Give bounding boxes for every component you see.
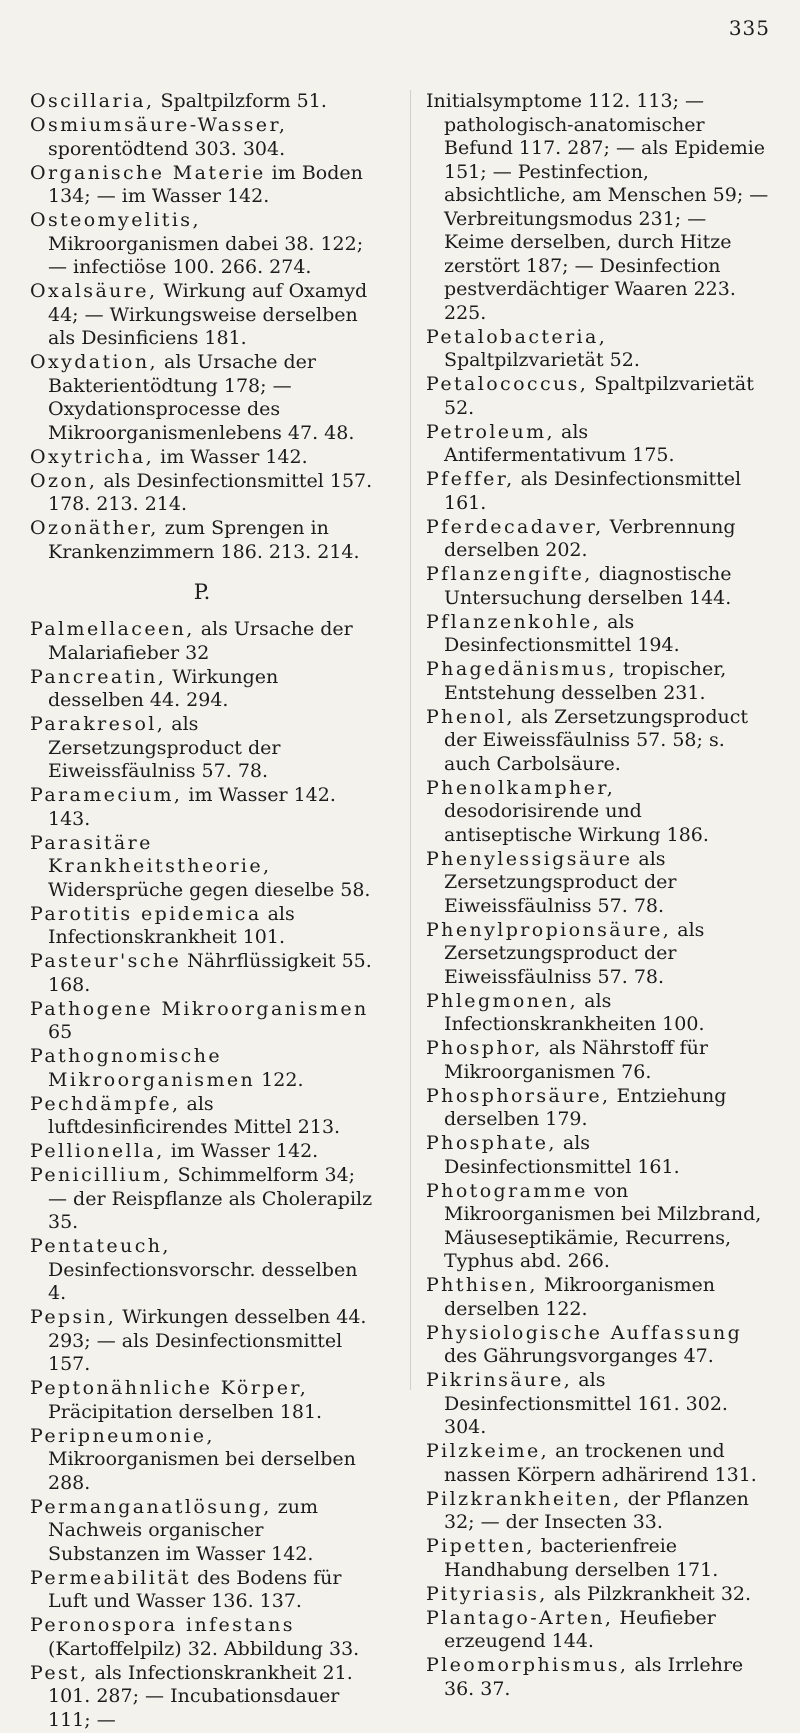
index-references: als Zersetzungsproduct der Eiweissfäulniss 57. 78. xyxy=(48,713,281,782)
index-entry xyxy=(30,1425,374,1496)
index-entry xyxy=(426,516,770,563)
index-entry xyxy=(30,470,374,517)
index-entry xyxy=(426,1180,770,1274)
index-term: Ozon, xyxy=(30,469,98,492)
index-term: Oxydation, xyxy=(30,351,158,373)
index-entry xyxy=(426,1607,770,1654)
index-term: Plantago-Arten, xyxy=(426,1606,614,1629)
index-references: Spaltpilzvarietät 52. xyxy=(444,349,640,371)
index-references: Desinfectionsvorschr. desselben 4. xyxy=(48,1258,358,1304)
index-entry xyxy=(426,421,770,468)
index-term: Phenolkampher, xyxy=(426,776,616,799)
index-entry xyxy=(426,468,770,515)
index-term: Peptonähnliche Körper, xyxy=(30,1377,309,1399)
index-references: als Ursache der Bakterientödtung 178; — Oxydationsprocesse des Mikroorganismenlebens 47. 48. xyxy=(48,351,355,444)
index-entry xyxy=(30,351,374,445)
index-term: Phenylessigsäure xyxy=(426,847,633,870)
index-references: an trockenen und nassen Körpern adhärirend 131. xyxy=(444,1440,757,1486)
index-entry xyxy=(30,618,374,665)
index-references: Verbrennung derselben 202. xyxy=(444,515,736,561)
index-entry xyxy=(30,666,374,713)
index-entry xyxy=(30,517,374,564)
index-references: im Wasser 142. 143. xyxy=(48,784,336,830)
index-entry xyxy=(30,1614,374,1661)
index-references: als Pilzkrankheit 32. xyxy=(547,1582,752,1605)
index-term: Pipetten, xyxy=(426,1535,535,1557)
index-entry xyxy=(30,446,374,470)
index-references: 122. xyxy=(255,1068,304,1091)
index-entry xyxy=(426,1369,770,1440)
index-entry xyxy=(30,1662,374,1733)
section-letter-p: P. xyxy=(193,580,211,604)
index-term: Oxalsäure, xyxy=(30,280,158,302)
index-term: Pilzkrankheiten, xyxy=(426,1487,622,1510)
index-group-p-continued xyxy=(426,90,770,1701)
index-references: Wirkung auf Oxamyd 44; — Wirkungsweise derselben als Desinficiens 181. xyxy=(48,280,368,349)
index-term: Pancreatin, xyxy=(30,665,167,688)
index-entry xyxy=(30,998,374,1045)
index-references: als Desinfectionsmittel 157. 178. 213. 214. xyxy=(48,469,373,515)
index-entry xyxy=(426,777,770,848)
index-term: Pepsin, xyxy=(30,1306,117,1328)
index-entry xyxy=(30,1377,374,1424)
index-term: Pilzkeime, xyxy=(426,1440,550,1462)
index-references: als Desinfectionsmittel 161. xyxy=(444,468,742,514)
index-term: Pityriasis, xyxy=(426,1582,548,1605)
index-entry xyxy=(30,832,374,903)
index-term: Phosphor, xyxy=(426,1037,543,1059)
index-term: Osteomyelitis, xyxy=(30,209,201,231)
index-term: Pflanzengifte, xyxy=(426,563,593,585)
index-term: Pfeffer, xyxy=(426,468,515,490)
index-term: Peripneumonie, xyxy=(30,1424,215,1447)
index-references: im Boden 134; — im Wasser 142. xyxy=(48,161,363,207)
right-column xyxy=(426,90,770,1702)
index-references: als Zersetzungsproduct der Eiweissfäulniss 57. 78. xyxy=(444,918,705,988)
index-entry xyxy=(426,658,770,705)
index-term: Permanganatlösung, xyxy=(30,1495,272,1518)
index-term: Phosphate, xyxy=(426,1132,557,1154)
index-term: Phthisen, xyxy=(426,1274,538,1296)
index-entry xyxy=(426,1488,770,1535)
index-entry xyxy=(426,1274,770,1321)
index-entry xyxy=(30,1306,374,1377)
index-references: als Zersetzungsproduct der Eiweissfäulniss 57. 58; s. auch Carbolsäure. xyxy=(444,705,749,775)
index-references: Spaltpilzvarietät 52. xyxy=(444,373,754,419)
index-entry xyxy=(30,1496,374,1567)
index-entry xyxy=(426,563,770,610)
index-term: Pflanzenkohle, xyxy=(426,610,602,633)
index-entry xyxy=(30,114,374,161)
index-entry xyxy=(426,1037,770,1084)
index-references: als Desinfectionsmittel 194. xyxy=(444,610,680,656)
index-term: Pathogene Mikroorganismen xyxy=(30,997,369,1020)
index-entry xyxy=(426,611,770,658)
index-references: Heufieber erzeugend 144. xyxy=(444,1606,716,1652)
index-references: als Zersetzungsproduct der Eiweissfäulniss 57. 78. xyxy=(444,847,677,917)
index-term: Petroleum, xyxy=(426,420,555,443)
index-entry xyxy=(30,1164,374,1235)
index-references: diagnostische Untersuchung derselben 144. xyxy=(444,563,732,609)
index-entry xyxy=(30,90,374,114)
index-entry xyxy=(30,784,374,831)
index-entry xyxy=(426,1440,770,1487)
index-term: Parotitis epidemica xyxy=(30,902,262,925)
index-term: Osmiumsäure-Wasser, xyxy=(30,114,288,136)
index-term: Oxytricha, xyxy=(30,445,155,468)
index-entry xyxy=(426,326,770,373)
index-references: der Pflanzen 32; — der Insecten 33. xyxy=(444,1487,749,1533)
index-term: Pikrinsäure, xyxy=(426,1369,573,1391)
index-references: als Infectionskrankheit 101. xyxy=(48,902,295,948)
index-references: Mikroorganismen dabei 38. 122; — infectiöse 100. 266. 274. xyxy=(48,232,364,278)
index-entry xyxy=(30,162,374,209)
index-entry xyxy=(426,1654,770,1701)
index-term: Parasitäre Krankheitstheorie, xyxy=(30,831,272,877)
page-number: 335 xyxy=(728,16,770,40)
index-references: als Infectionskrankheit 21. 101. 287; — Incubationsdauer 111; — xyxy=(48,1661,353,1731)
index-references: sporentödtend 303. 304. xyxy=(48,137,286,160)
index-references: des Bodens für Luft und Wasser 136. 137. xyxy=(48,1566,342,1612)
index-references: als Irrlehre 36. 37. xyxy=(444,1654,744,1700)
index-term: Phosphorsäure, xyxy=(426,1084,611,1107)
index-entry xyxy=(426,919,770,990)
index-entry xyxy=(426,1535,770,1582)
index-term: Phenylpropionsäure, xyxy=(426,918,672,941)
index-references: von Mikroorganismen bei Milzbrand, Mäuseseptikämie, Recurrens, Typhus abd. 266. xyxy=(444,1179,762,1272)
index-term: Paramecium, xyxy=(30,784,183,806)
index-entry xyxy=(30,950,374,997)
index-entry xyxy=(426,848,770,919)
index-term: Peronospora infestans xyxy=(30,1614,295,1636)
index-entry xyxy=(426,706,770,777)
index-term: Permeabilität xyxy=(30,1566,192,1589)
index-entry xyxy=(30,903,374,950)
index-references: zum Sprengen in Krankenzimmern 186. 213. 214. xyxy=(48,517,360,563)
index-group-o xyxy=(30,90,374,564)
index-references: Widersprüche gegen dieselbe 58. xyxy=(48,878,371,901)
index-term: Pasteur'sche xyxy=(30,950,182,972)
index-references: Spaltpilzform 51. xyxy=(154,90,327,112)
index-term: Pechdämpfe, xyxy=(30,1092,181,1115)
index-term: Pferdecadaver, xyxy=(426,515,604,538)
index-references: des Gährungsvorganges 47. xyxy=(444,1345,714,1367)
index-references: Mikroorganismen bei derselben 288. xyxy=(48,1448,356,1494)
index-entry xyxy=(426,373,770,420)
index-entry xyxy=(426,990,770,1037)
index-term: Phenol, xyxy=(426,705,515,728)
index-references: bacterienfreie Handhabung derselben 171. xyxy=(444,1535,719,1581)
index-term: Pellionella, xyxy=(30,1140,165,1162)
index-term: Palmellaceen, xyxy=(30,618,195,640)
index-entry xyxy=(30,1045,374,1092)
left-column xyxy=(30,90,374,1733)
index-references: als Infectionskrankheiten 100. xyxy=(444,989,705,1035)
index-references: Wirkungen desselben 44. 293; — als Desinfectionsmittel 157. xyxy=(48,1306,367,1375)
index-references: als Antifermentativum 175. xyxy=(444,420,675,466)
index-references: als Desinfectionsmittel 161. xyxy=(444,1132,680,1178)
index-references: zum Nachweis organischer Substanzen im Wasser 142. xyxy=(48,1495,318,1565)
index-references: tropischer, Entstehung desselben 231. xyxy=(444,658,727,704)
index-term: Penicillium, xyxy=(30,1164,172,1186)
index-entry xyxy=(426,1132,770,1179)
index-entry xyxy=(30,1140,374,1164)
index-references: 65 xyxy=(48,1021,73,1043)
index-term: Parakresol, xyxy=(30,713,166,735)
index-references: (Kartoffelpilz) 32. Abbildung 33. xyxy=(48,1637,360,1660)
index-term: Phlegmonen, xyxy=(426,989,579,1012)
index-references: Mikroorganismen derselben 122. xyxy=(444,1274,716,1320)
index-term: Oscillaria, xyxy=(30,90,155,112)
index-term: Physiologische Auffassung xyxy=(426,1321,743,1344)
index-term: Pathognomische Mikroorganismen xyxy=(30,1045,256,1091)
index-references: als Desinfectionsmittel 161. 302. 304. xyxy=(444,1369,728,1438)
index-term: Organische Materie xyxy=(30,161,266,184)
index-references: im Wasser 142. xyxy=(154,445,308,468)
index-references: als Ursache der Malariafieber 32 xyxy=(48,618,353,664)
index-term: Phagedänismus, xyxy=(426,658,617,680)
index-entry xyxy=(30,209,374,280)
index-term: Ozonäther, xyxy=(30,517,159,539)
index-term: Pest, xyxy=(30,1661,89,1684)
index-group-p xyxy=(30,618,374,1732)
index-entry xyxy=(30,1235,374,1306)
index-references: als luftdesinficirendes Mittel 213. xyxy=(48,1092,341,1138)
index-entry xyxy=(30,1567,374,1614)
index-term: Pentateuch, xyxy=(30,1235,171,1257)
index-term: Petalobacteria, xyxy=(426,325,608,348)
index-references: Schimmelform 34; — der Reispflanze als Cholerapilz 35. xyxy=(48,1164,373,1233)
index-entry xyxy=(426,1085,770,1132)
index-references: desodorisirende und antiseptische Wirkung 186. xyxy=(444,800,709,846)
index-references: Entziehung derselben 179. xyxy=(444,1084,727,1130)
index-entry xyxy=(30,713,374,784)
index-entry xyxy=(426,90,770,325)
column-divider xyxy=(410,90,411,1390)
index-references: als Nährstoff für Mikroorganismen 76. xyxy=(444,1037,708,1083)
index-references: Initialsymptome 112. 113; — pathologisch-anatomischer Befund 117. 287; — als Epidemie 151; — Pestinfection, absichtliche, am Menschen 59; — Verbreitungsmodus 231; — Keime derselben, durch Hitze zerstört 187; — Desinfection pestverdächtiger Waaren 223. 225. xyxy=(426,90,769,324)
index-term: Petalococcus, xyxy=(426,373,589,395)
index-references: im Wasser 142. xyxy=(164,1140,319,1162)
index-references: Präcipitation derselben 181. xyxy=(48,1400,323,1423)
index-entry xyxy=(30,1093,374,1140)
index-entry xyxy=(426,1322,770,1369)
index-references: Wirkungen desselben 44. 294. xyxy=(48,665,279,711)
index-entry xyxy=(426,1583,770,1607)
index-term: Pleomorphismus, xyxy=(426,1654,629,1676)
index-entry xyxy=(30,280,374,351)
index-references: Nährflüssigkeit 55. 168. xyxy=(48,950,372,996)
index-term: Photogramme xyxy=(426,1179,588,1202)
